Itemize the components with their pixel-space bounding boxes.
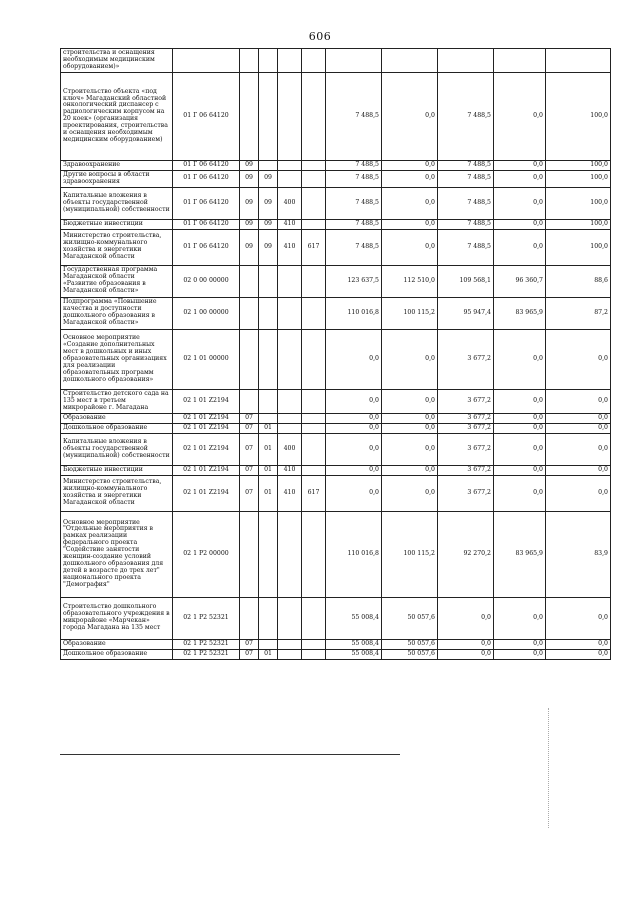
row-administrator [302, 511, 326, 597]
row-name: Капитальные вложения в объекты государственной (муниципальной) собственности [61, 187, 173, 219]
row-code: 02 1 01 Z2194 [173, 413, 240, 423]
row-code: 02 1 01 00000 [173, 329, 240, 389]
row-expense-type [278, 639, 302, 649]
row-value-4: 0,0 [494, 170, 546, 187]
row-percent: 100,0 [546, 170, 611, 187]
row-value-2: 0,0 [382, 170, 438, 187]
row-value-3: 0,0 [438, 597, 494, 639]
row-value-4: 83 965,9 [494, 511, 546, 597]
row-value-4: 0,0 [494, 465, 546, 475]
row-subsection [259, 297, 278, 329]
row-value-3: 95 947,4 [438, 297, 494, 329]
row-section [240, 72, 259, 160]
row-name: Бюджетные инвестиции [61, 219, 173, 229]
row-value-1: 0,0 [326, 465, 382, 475]
row-name: Государственная программа Магаданской области «Развитие образования в Магаданской области» [61, 265, 173, 297]
row-value-2: 0,0 [382, 423, 438, 433]
row-subsection: 09 [259, 170, 278, 187]
row-section: 07 [240, 413, 259, 423]
row-value-1: 55 008,4 [326, 597, 382, 639]
row-administrator [302, 649, 326, 659]
row-code: 02 1 01 Z2194 [173, 423, 240, 433]
table-row [61, 160, 611, 170]
row-value-1: 55 008,4 [326, 639, 382, 649]
row-value-2: 0,0 [382, 433, 438, 465]
row-percent: 100,0 [546, 187, 611, 219]
row-subsection [259, 49, 278, 73]
row-percent: 87,2 [546, 297, 611, 329]
row-value-2: 50 057,6 [382, 649, 438, 659]
row-value-2: 0,0 [382, 229, 438, 265]
row-percent: 0,0 [546, 329, 611, 389]
row-subsection: 01 [259, 649, 278, 659]
row-administrator [302, 639, 326, 649]
row-code: 01 Г 06 64120 [173, 229, 240, 265]
row-value-3: 3 677,2 [438, 475, 494, 511]
row-percent: 0,0 [546, 413, 611, 423]
row-value-3: 0,0 [438, 639, 494, 649]
row-value-2: 100 115,2 [382, 297, 438, 329]
row-name: Дошкольное образование [61, 423, 173, 433]
row-expense-type [278, 297, 302, 329]
row-value-1: 110 016,8 [326, 511, 382, 597]
row-value-2: 0,0 [382, 160, 438, 170]
row-expense-type: 400 [278, 187, 302, 219]
row-administrator [302, 219, 326, 229]
table-row [61, 229, 611, 265]
row-section: 09 [240, 219, 259, 229]
row-code: 02 1 P2 52321 [173, 649, 240, 659]
row-name: Подпрограмма «Повышение качества и доступности дошкольного образования в Магаданской области» [61, 297, 173, 329]
table-row [61, 72, 611, 160]
row-expense-type [278, 511, 302, 597]
row-code: 02 1 01 Z2194 [173, 433, 240, 465]
table-row [61, 433, 611, 465]
row-value-2: 50 057,6 [382, 639, 438, 649]
row-name: Образование [61, 639, 173, 649]
row-subsection [259, 72, 278, 160]
row-section: 07 [240, 639, 259, 649]
row-value-1: 0,0 [326, 413, 382, 423]
row-percent: 0,0 [546, 597, 611, 639]
row-value-1 [326, 49, 382, 73]
row-section [240, 389, 259, 413]
row-subsection: 09 [259, 219, 278, 229]
row-code [173, 49, 240, 73]
row-value-4: 0,0 [494, 187, 546, 219]
row-value-4: 0,0 [494, 475, 546, 511]
row-value-2: 0,0 [382, 389, 438, 413]
table-row [61, 511, 611, 597]
row-code: 01 Г 06 64120 [173, 219, 240, 229]
row-value-3: 0,0 [438, 649, 494, 659]
row-subsection: 01 [259, 433, 278, 465]
row-expense-type [278, 265, 302, 297]
row-subsection: 09 [259, 187, 278, 219]
row-percent: 0,0 [546, 639, 611, 649]
row-name: Дошкольное образование [61, 649, 173, 659]
row-administrator [302, 433, 326, 465]
table-row [61, 329, 611, 389]
row-code: 02 1 00 00000 [173, 297, 240, 329]
row-name: Здравоохранение [61, 160, 173, 170]
table-row [61, 413, 611, 423]
row-section [240, 265, 259, 297]
row-value-1: 7 488,5 [326, 160, 382, 170]
row-value-3 [438, 49, 494, 73]
table-row [61, 219, 611, 229]
row-subsection [259, 265, 278, 297]
row-administrator [302, 160, 326, 170]
row-section: 07 [240, 649, 259, 659]
row-value-2: 0,0 [382, 72, 438, 160]
row-value-1: 7 488,5 [326, 219, 382, 229]
row-value-4: 96 360,7 [494, 265, 546, 297]
row-value-4: 83 965,9 [494, 297, 546, 329]
row-administrator [302, 187, 326, 219]
row-value-3: 7 488,5 [438, 229, 494, 265]
table-row [61, 423, 611, 433]
row-name: строительства и оснащения необходимым медицинским оборудованием)» [61, 49, 173, 73]
row-value-1: 55 008,4 [326, 649, 382, 659]
row-expense-type [278, 49, 302, 73]
row-value-4: 0,0 [494, 160, 546, 170]
row-expense-type [278, 413, 302, 423]
row-name: Основное мероприятие «Создание дополнительных мест в дошкольных и иных образовательных организациях для реализации образовательных программ дошкольного образования» [61, 329, 173, 389]
row-percent: 0,0 [546, 475, 611, 511]
row-code: 02 1 01 Z2194 [173, 389, 240, 413]
row-name: Бюджетные инвестиции [61, 465, 173, 475]
row-section: 09 [240, 160, 259, 170]
row-value-2: 0,0 [382, 187, 438, 219]
table-row [61, 389, 611, 413]
row-subsection [259, 160, 278, 170]
row-administrator [302, 265, 326, 297]
row-value-2: 0,0 [382, 465, 438, 475]
row-value-3: 3 677,2 [438, 465, 494, 475]
row-value-3: 7 488,5 [438, 187, 494, 219]
row-value-4: 0,0 [494, 649, 546, 659]
row-expense-type: 410 [278, 219, 302, 229]
table-row [61, 297, 611, 329]
row-section: 09 [240, 187, 259, 219]
row-subsection [259, 413, 278, 423]
row-percent: 100,0 [546, 219, 611, 229]
row-administrator [302, 297, 326, 329]
row-administrator [302, 170, 326, 187]
row-expense-type [278, 423, 302, 433]
row-subsection: 01 [259, 465, 278, 475]
row-value-4: 0,0 [494, 413, 546, 423]
row-expense-type: 400 [278, 433, 302, 465]
table-row [61, 265, 611, 297]
row-section: 09 [240, 229, 259, 265]
footer-rule [60, 754, 400, 755]
row-percent: 0,0 [546, 389, 611, 413]
row-expense-type: 410 [278, 229, 302, 265]
row-value-3: 3 677,2 [438, 329, 494, 389]
row-value-3: 109 568,1 [438, 265, 494, 297]
row-percent [546, 49, 611, 73]
row-name: Образование [61, 413, 173, 423]
row-code: 02 1 P2 52321 [173, 597, 240, 639]
row-expense-type [278, 72, 302, 160]
row-code: 01 Г 06 64120 [173, 170, 240, 187]
table-row [61, 187, 611, 219]
row-name: Другие вопросы в области здравоохранения [61, 170, 173, 187]
row-value-4: 0,0 [494, 433, 546, 465]
row-value-1: 7 488,5 [326, 187, 382, 219]
row-administrator [302, 423, 326, 433]
row-value-2: 0,0 [382, 219, 438, 229]
row-code: 02 1 01 Z2194 [173, 465, 240, 475]
row-percent: 100,0 [546, 72, 611, 160]
row-name: Строительство детского сада на 135 мест в третьем микрорайоне г. Магадана [61, 389, 173, 413]
row-value-4: 0,0 [494, 597, 546, 639]
row-value-1: 0,0 [326, 389, 382, 413]
row-administrator [302, 72, 326, 160]
row-section [240, 511, 259, 597]
row-value-2: 0,0 [382, 475, 438, 511]
row-value-2: 50 057,6 [382, 597, 438, 639]
page-number: 606 [308, 30, 332, 43]
row-value-4 [494, 49, 546, 73]
row-value-2: 100 115,2 [382, 511, 438, 597]
row-code: 01 Г 06 64120 [173, 187, 240, 219]
row-value-3: 3 677,2 [438, 423, 494, 433]
row-section: 09 [240, 170, 259, 187]
row-value-1: 0,0 [326, 329, 382, 389]
row-subsection: 09 [259, 229, 278, 265]
row-value-4: 0,0 [494, 219, 546, 229]
row-name: Министерство строительства, жилищно-коммунального хозяйства и энергетики Магаданской области [61, 229, 173, 265]
row-value-2: 0,0 [382, 413, 438, 423]
row-administrator [302, 389, 326, 413]
row-value-4: 0,0 [494, 389, 546, 413]
row-administrator: 617 [302, 475, 326, 511]
table-row [61, 49, 611, 73]
row-percent: 0,0 [546, 649, 611, 659]
row-subsection [259, 639, 278, 649]
row-code: 02 0 00 00000 [173, 265, 240, 297]
row-administrator [302, 465, 326, 475]
row-code: 01 Г 06 64120 [173, 72, 240, 160]
row-value-3: 7 488,5 [438, 219, 494, 229]
row-expense-type [278, 170, 302, 187]
row-value-2: 0,0 [382, 329, 438, 389]
row-percent: 0,0 [546, 423, 611, 433]
row-code: 01 Г 06 64120 [173, 160, 240, 170]
row-section [240, 329, 259, 389]
row-value-2: 112 510,0 [382, 265, 438, 297]
row-percent: 0,0 [546, 465, 611, 475]
row-expense-type: 410 [278, 475, 302, 511]
row-expense-type: 410 [278, 465, 302, 475]
row-percent: 100,0 [546, 229, 611, 265]
budget-table [60, 48, 611, 660]
row-value-4: 0,0 [494, 229, 546, 265]
row-value-3: 3 677,2 [438, 413, 494, 423]
row-administrator [302, 49, 326, 73]
row-expense-type [278, 389, 302, 413]
row-percent: 88,6 [546, 265, 611, 297]
row-subsection [259, 511, 278, 597]
row-expense-type [278, 329, 302, 389]
row-percent: 0,0 [546, 433, 611, 465]
row-expense-type [278, 597, 302, 639]
row-value-3: 7 488,5 [438, 170, 494, 187]
row-value-4: 0,0 [494, 423, 546, 433]
row-section: 07 [240, 475, 259, 511]
table-row [61, 475, 611, 511]
row-subsection: 01 [259, 423, 278, 433]
row-subsection [259, 329, 278, 389]
row-expense-type [278, 649, 302, 659]
row-section: 07 [240, 423, 259, 433]
row-administrator: 617 [302, 229, 326, 265]
row-administrator [302, 413, 326, 423]
row-value-1: 7 488,5 [326, 229, 382, 265]
row-name: Министерство строительства, жилищно-коммунального хозяйства и энергетики Магаданской области [61, 475, 173, 511]
row-name: Строительство дошкольного образовательного учреждения в микрорайоне «Марчекан» города Магадана на 135 мест [61, 597, 173, 639]
row-value-1: 110 016,8 [326, 297, 382, 329]
row-percent: 83,9 [546, 511, 611, 597]
row-section [240, 597, 259, 639]
row-percent: 100,0 [546, 160, 611, 170]
table-row [61, 597, 611, 639]
row-value-4: 0,0 [494, 639, 546, 649]
row-value-3: 7 488,5 [438, 72, 494, 160]
row-code: 02 1 01 Z2194 [173, 475, 240, 511]
table-row [61, 170, 611, 187]
row-value-1: 7 488,5 [326, 72, 382, 160]
table-row [61, 465, 611, 475]
table-row [61, 649, 611, 659]
row-value-4: 0,0 [494, 72, 546, 160]
row-value-1: 0,0 [326, 423, 382, 433]
row-subsection: 01 [259, 475, 278, 511]
row-section: 07 [240, 465, 259, 475]
row-value-1: 0,0 [326, 433, 382, 465]
table-row [61, 639, 611, 649]
row-value-1: 7 488,5 [326, 170, 382, 187]
row-expense-type [278, 160, 302, 170]
row-value-3: 92 270,2 [438, 511, 494, 597]
row-name: Основное мероприятие "Отдельные мероприятия в рамках реализации федерального проекта "Содействие занятости женщин-создание условий дошкольного образования для детей в возрасте до трех лет" национального проекта "Демография" [61, 511, 173, 597]
scan-artifact [548, 708, 549, 828]
row-subsection [259, 389, 278, 413]
row-name: Капитальные вложения в объекты государственной (муниципальной) собственности [61, 433, 173, 465]
row-code: 02 1 P2 00000 [173, 511, 240, 597]
row-value-1: 123 637,5 [326, 265, 382, 297]
row-value-2 [382, 49, 438, 73]
row-value-3: 3 677,2 [438, 433, 494, 465]
row-administrator [302, 597, 326, 639]
row-administrator [302, 329, 326, 389]
row-value-4: 0,0 [494, 329, 546, 389]
row-value-3: 7 488,5 [438, 160, 494, 170]
row-subsection [259, 597, 278, 639]
row-name: Строительство объекта «под ключ» Магаданский областной онкологический диспансер с радиологическим корпусом на 20 коек» (организация проектирования, строительства и оснащения необходимым медицинским оборудованием) [61, 72, 173, 160]
row-section: 07 [240, 433, 259, 465]
row-section [240, 49, 259, 73]
row-value-3: 3 677,2 [438, 389, 494, 413]
row-section [240, 297, 259, 329]
row-value-1: 0,0 [326, 475, 382, 511]
row-code: 02 1 P2 52321 [173, 639, 240, 649]
